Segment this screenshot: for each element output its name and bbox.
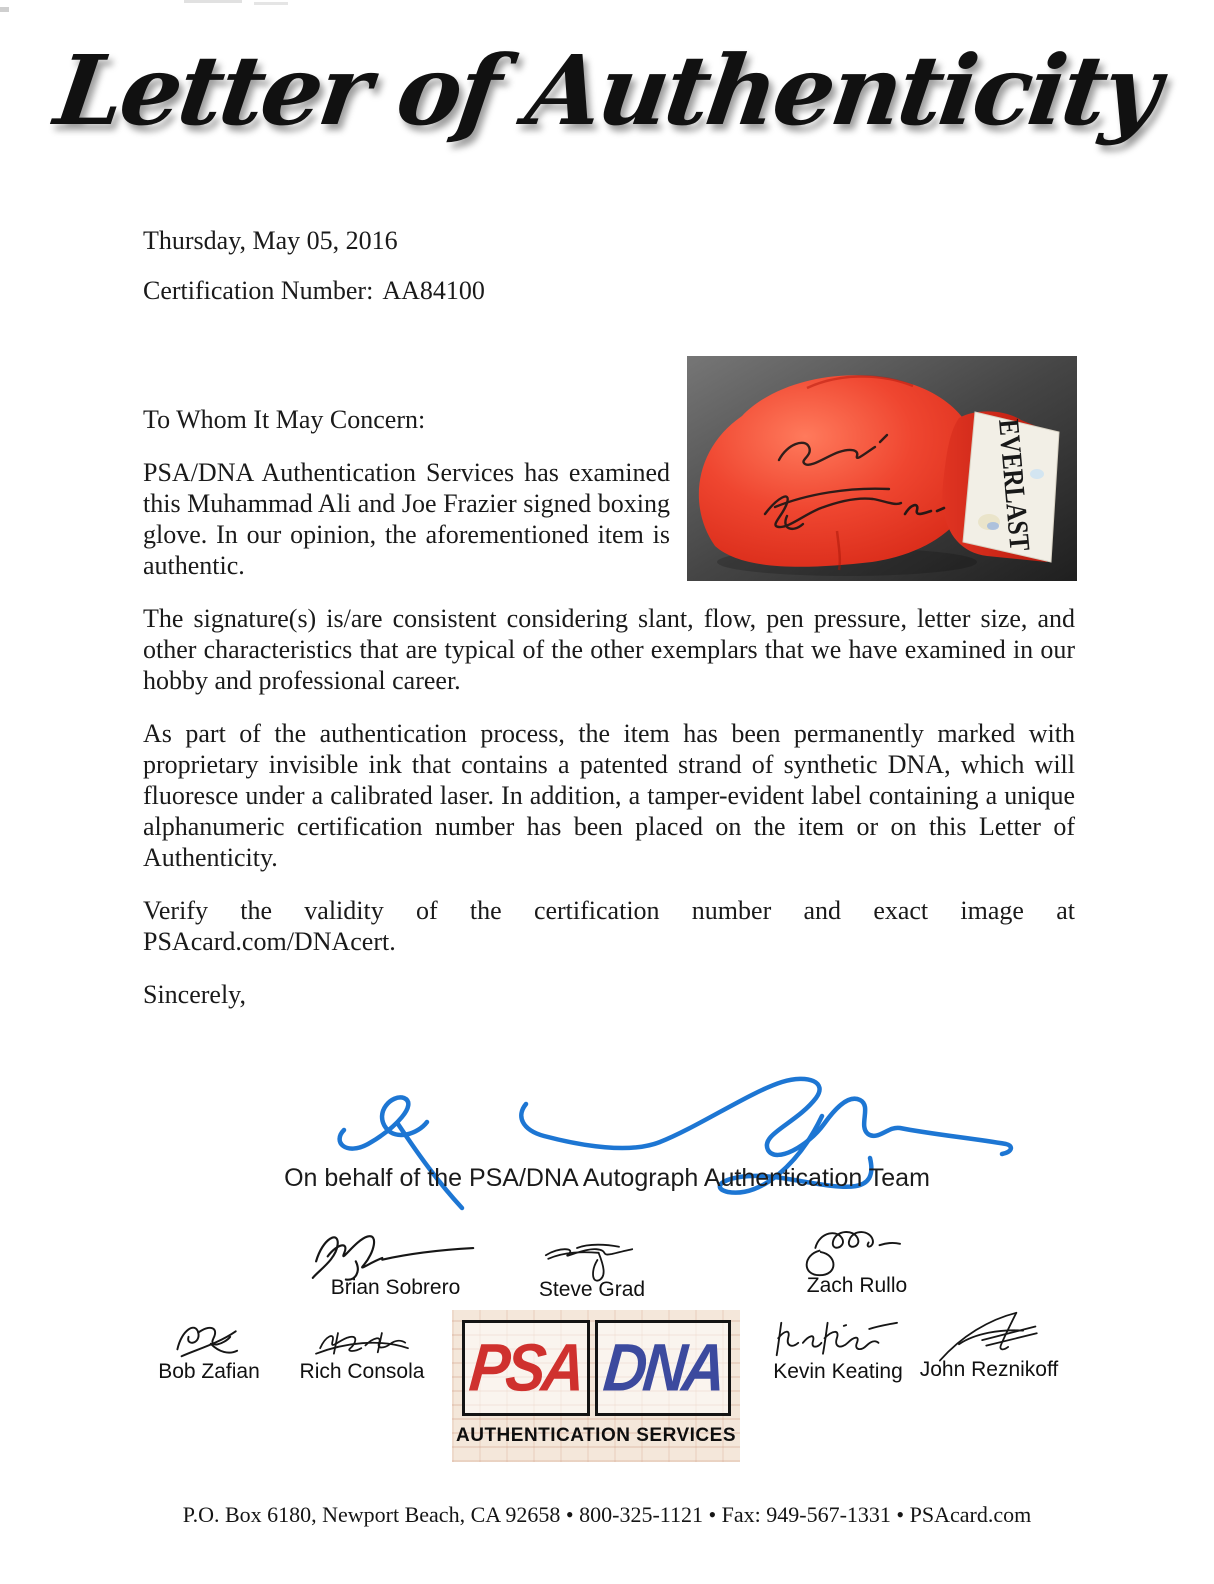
psa-dna-logo-boxes <box>452 1320 740 1416</box>
dna-box <box>595 1320 731 1416</box>
on-behalf-line: On behalf of the PSA/DNA Autograph Authentication Team <box>284 1164 930 1192</box>
psa-dna-logo <box>452 1310 740 1462</box>
letter-title: Letter of Authenticity <box>48 34 1166 147</box>
psa-box <box>462 1320 590 1416</box>
everlast-brand-text: EVERLAST <box>992 417 1038 577</box>
certification-number: AA84100 <box>382 276 485 305</box>
bob-zafian-signature <box>148 1316 270 1366</box>
letter-date: Thursday, May 05, 2016 <box>143 226 398 255</box>
steve-grad-signature <box>508 1230 676 1284</box>
signer-name: Rich Consola <box>299 1360 425 1383</box>
body-paragraph-2: The signature(s) is/are consistent considering slant, flow, pen pressure, letter size, and other characteristics that are typical of the other exemplars that we have examined in our hobby and professional career. <box>143 604 1075 695</box>
body-paragraph-3: As part of the authentication process, the item has been permanently marked with proprietary invisible ink that contains a patented strand of synthetic DNA, which will fluoresce under a calibrated laser. In addition, a tamper-evident label containing a unique alphanumeric certification number has been placed on the item or on this Letter of Authenticity. <box>143 719 1075 872</box>
signer-name: John Reznikoff <box>919 1358 1059 1381</box>
psa-wordmark: PSA <box>466 1329 585 1405</box>
signer-john-reznikoff <box>908 1306 1070 1382</box>
scan-artifact <box>184 0 242 3</box>
scan-artifact <box>254 2 288 5</box>
john-reznikoff-signature <box>908 1306 1070 1364</box>
signer-zach-rullo <box>768 1222 946 1298</box>
logo-subtitle: AUTHENTICATION SERVICES <box>456 1425 736 1446</box>
letter-body <box>143 404 1075 1032</box>
signer-steve-grad <box>508 1230 676 1302</box>
signer-bob-zafian <box>148 1316 270 1384</box>
kevin-keating-signature <box>752 1312 924 1366</box>
signer-name: Kevin Keating <box>773 1360 903 1383</box>
certification-line <box>143 276 485 306</box>
footer-contact-line: P.O. Box 6180, Newport Beach, CA 92658 • 800-325-1121 • Fax: 949-567-1331 • PSAcard.com <box>182 1502 1032 1527</box>
scan-artifact <box>0 7 9 12</box>
closing-word: Sincerely, <box>143 980 246 1009</box>
signer-name: Bob Zafian <box>158 1360 260 1383</box>
salutation: To Whom It May Concern: <box>143 405 426 434</box>
signer-brian-sobrero <box>288 1220 503 1300</box>
dna-wordmark: DNA <box>600 1329 726 1405</box>
rich-consola-signature <box>286 1318 438 1366</box>
certification-label: Certification Number: <box>143 276 374 305</box>
signer-name: Steve Grad <box>538 1278 646 1301</box>
body-paragraph-1: PSA/DNA Authentication Services has examined this Muhammad Ali and Joe Frazier signed boxing glove. In our opinion, the aforementioned item is authentic. <box>143 458 670 580</box>
body-paragraph-4: Verify the validity of the certification number and exact image at PSAcard.com/DNAcert. <box>143 896 1075 956</box>
brian-sobrero-signature <box>288 1220 498 1282</box>
signer-name: Brian Sobrero <box>330 1276 461 1299</box>
signer-kevin-keating <box>752 1312 924 1384</box>
signer-rich-consola <box>286 1318 438 1384</box>
signer-name: Zach Rullo <box>806 1274 908 1297</box>
zach-rullo-signature <box>768 1222 946 1280</box>
